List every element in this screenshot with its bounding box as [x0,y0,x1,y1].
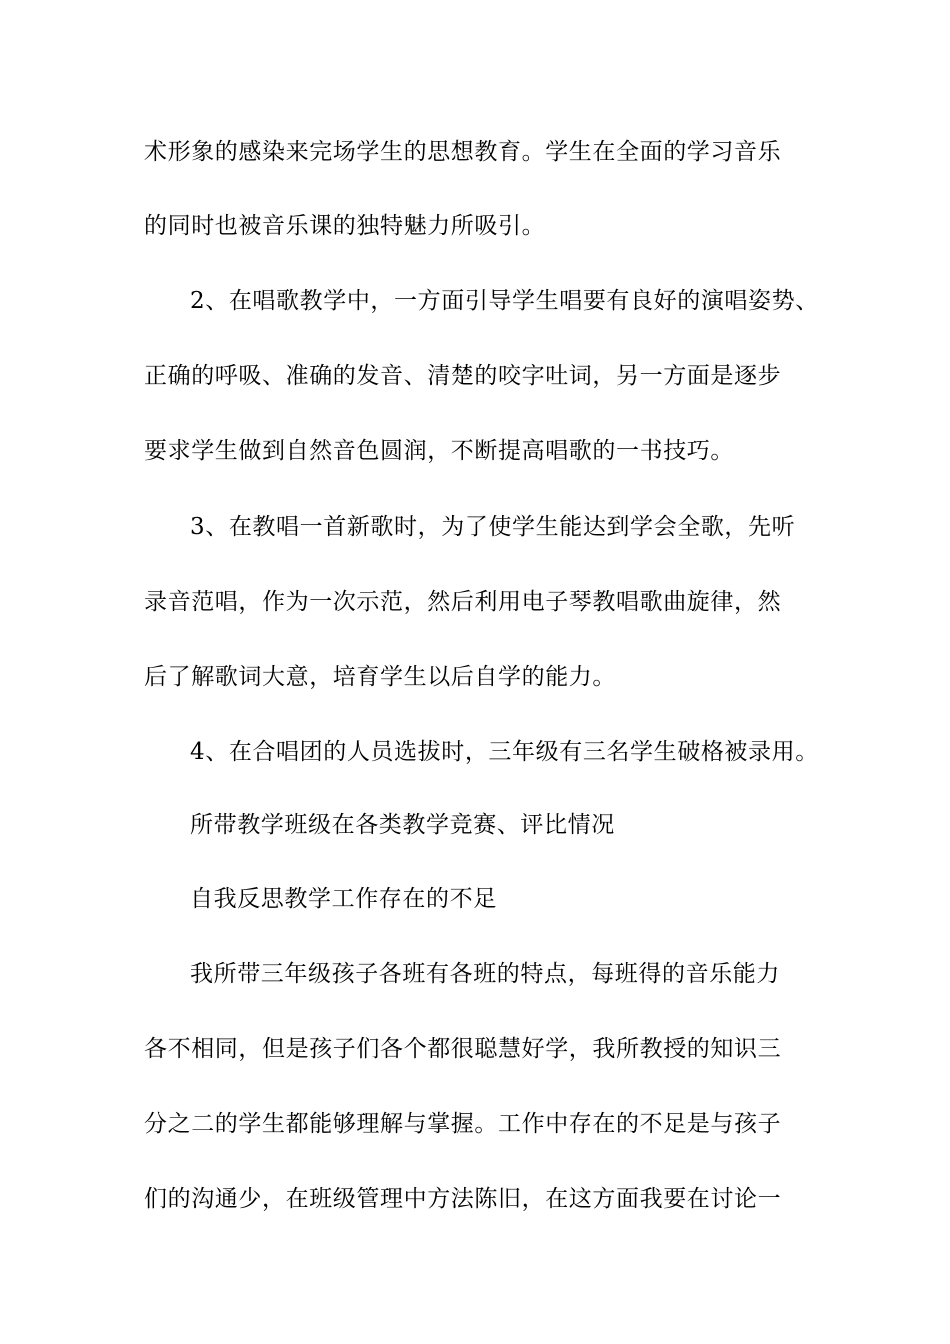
body-text-line: 们的沟通少，在班级管理中方法陈旧，在这方面我要在讨论一 [144,1186,782,1212]
body-text-line: 后了解歌词大意，培育学生以后自学的能力。 [144,664,616,690]
list-item-3-line: 3、在教唱一首新歌时，为了使学生能达到学会全歌，先听 [190,514,796,540]
section-heading: 自我反思教学工作存在的不足 [190,886,497,912]
body-text-line: 术形象的感染来完场学生的思想教育。学生在全面的学习音乐 [144,139,782,165]
body-text-line: 分之二的学生都能够理解与掌握。工作中存在的不足是与孩子 [144,1111,782,1137]
body-text-line: 的同时也被音乐课的独特魅力所吸引。 [144,213,546,239]
list-item-2-line: 2、在唱歌教学中，一方面引导学生唱要有良好的演唱姿势、 [190,288,819,314]
body-text-line: 录音范唱，作为一次示范，然后利用电子琴教唱歌曲旋律，然 [144,589,782,615]
body-text-line: 要求学生做到自然音色圆润，不断提高唱歌的一书技巧。 [144,438,734,464]
section-heading: 所带教学班级在各类教学竞赛、评比情况 [190,812,615,838]
body-text-line: 我所带三年级孩子各班有各班的特点，每班得的音乐能力 [190,961,780,987]
body-text-line: 各不相同，但是孩子们各个都很聪慧好学，我所教授的知识三 [144,1036,782,1062]
body-text-line: 正确的呼吸、准确的发音、清楚的咬字吐词，另一方面是逐步 [144,363,782,389]
list-item-4-line: 4、在合唱团的人员选拔时，三年级有三名学生破格被录用。 [190,739,819,765]
